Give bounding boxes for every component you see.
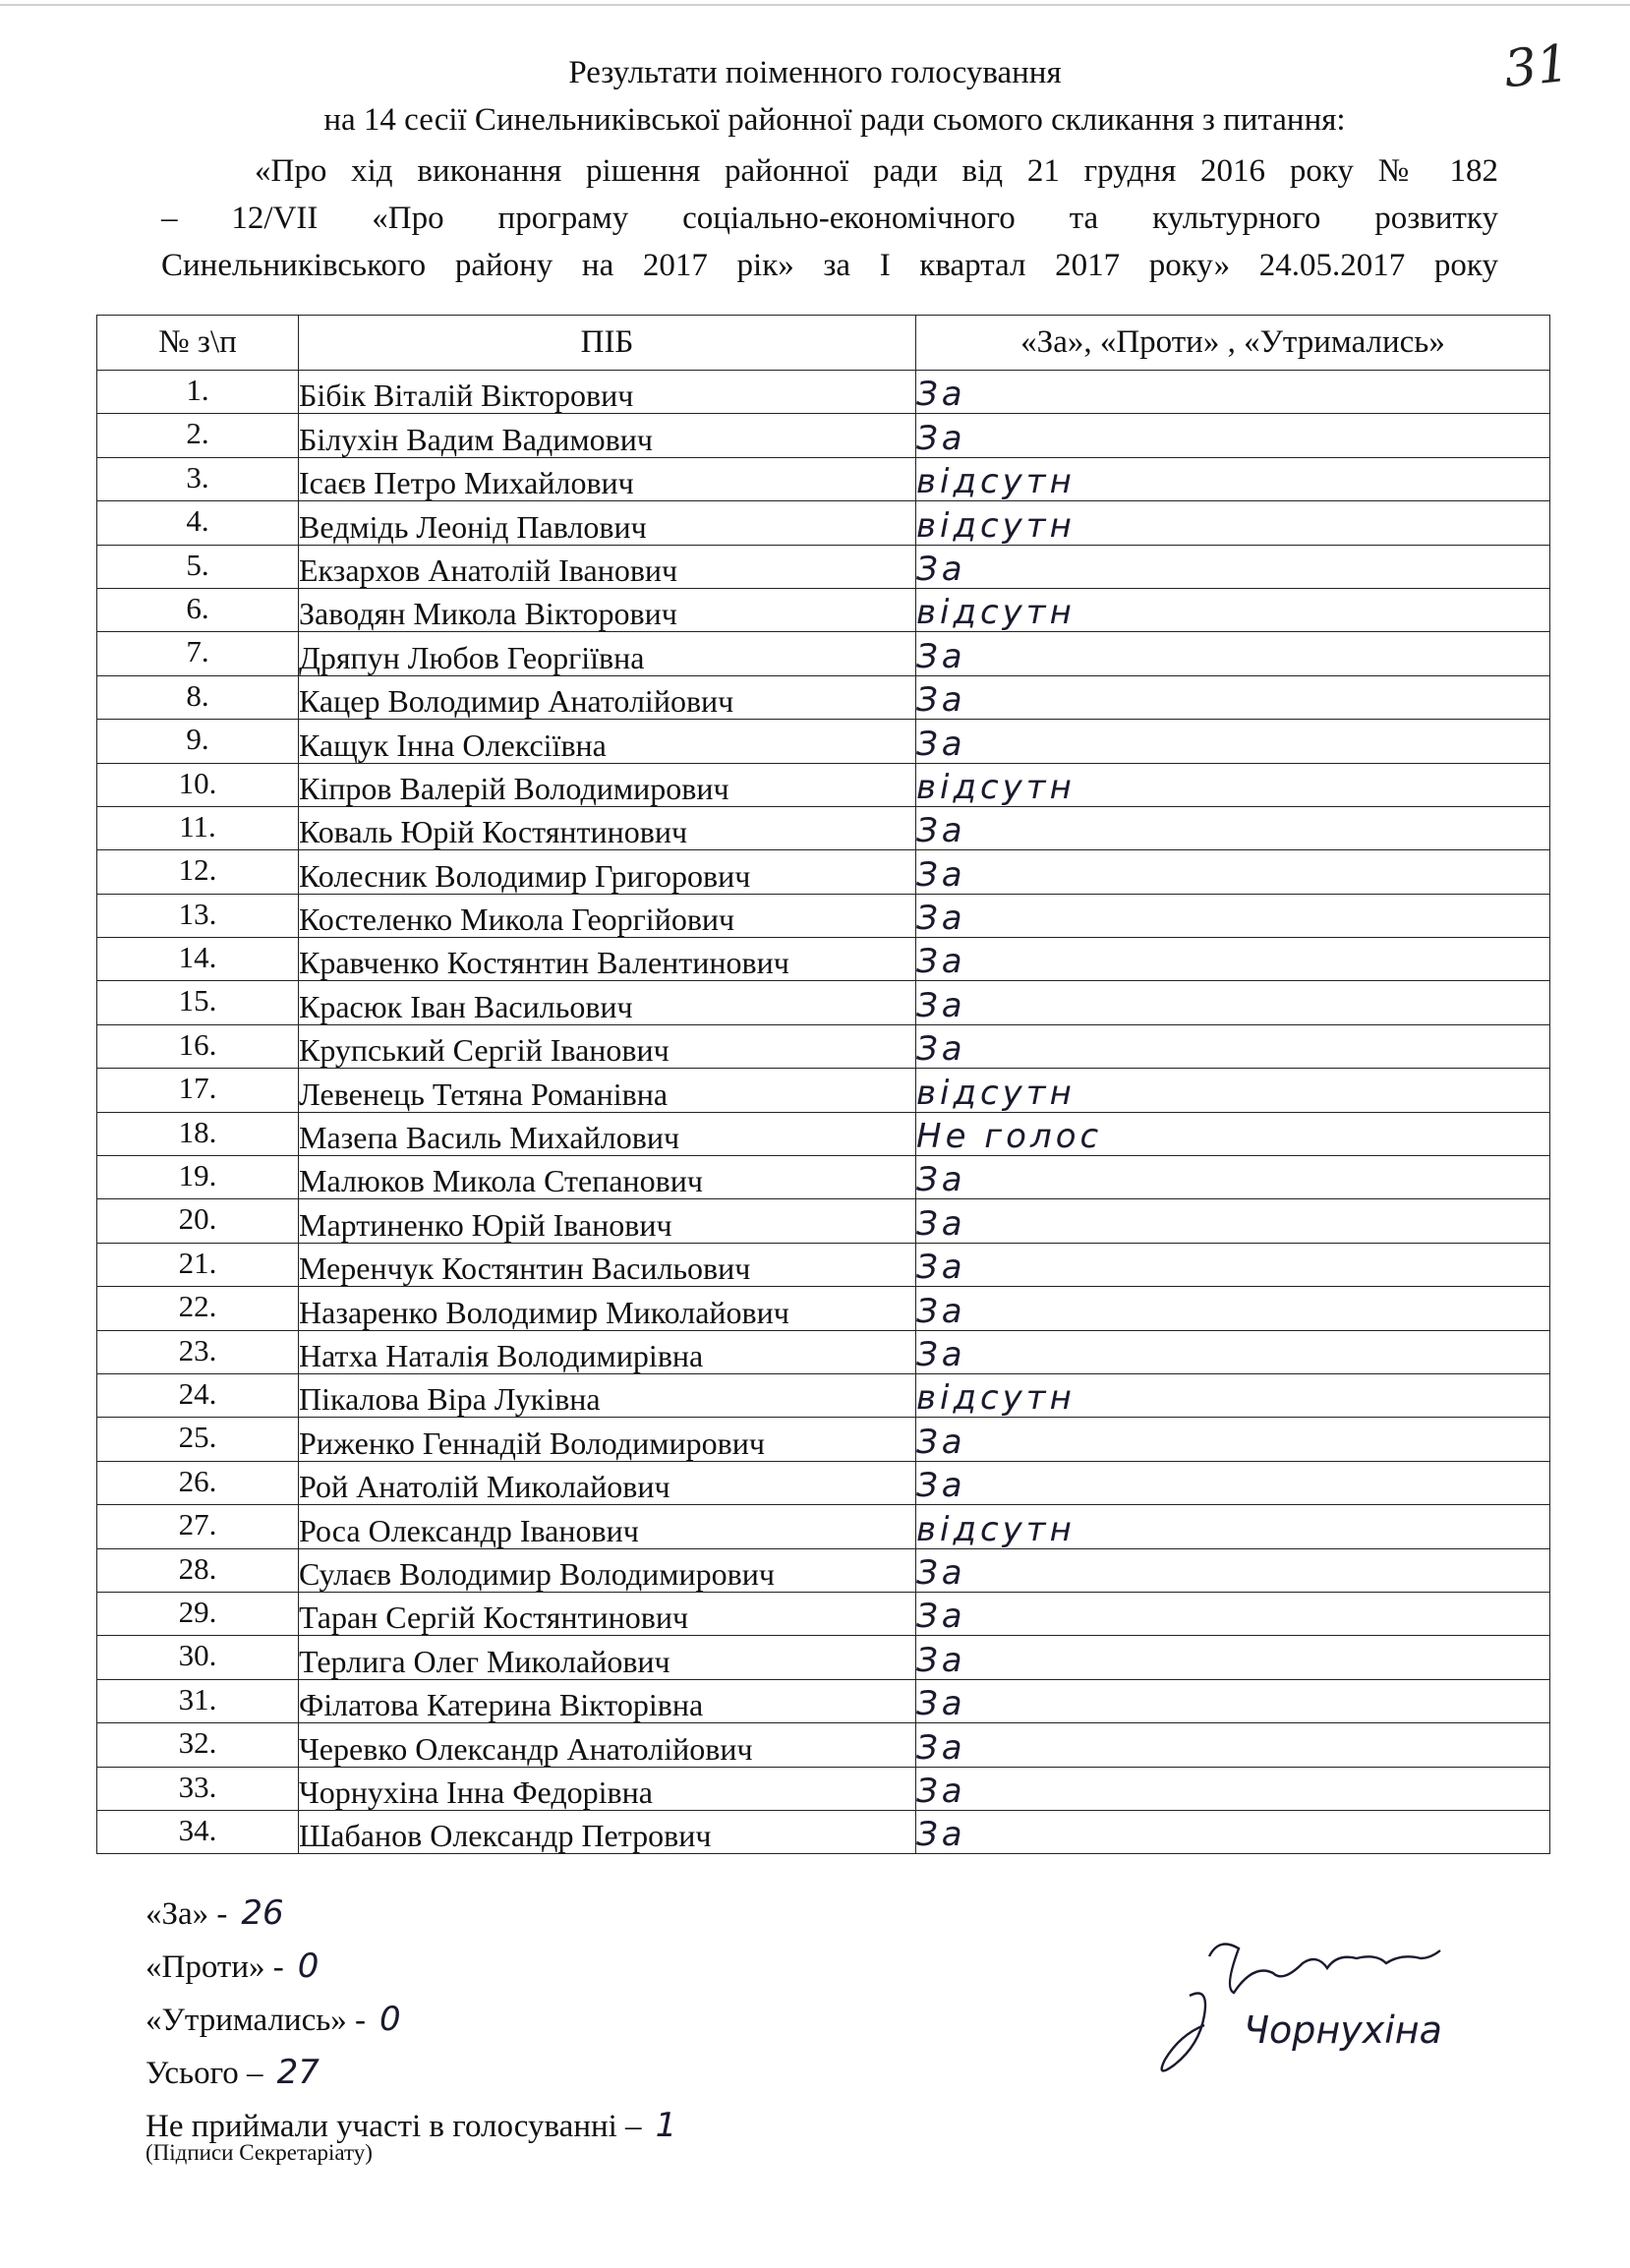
table-row xyxy=(97,1418,1550,1461)
row-number: 24. xyxy=(97,1373,299,1417)
row-name: Дряпун Любов Георгіївна xyxy=(299,632,916,675)
table-row xyxy=(97,1636,1550,1679)
row-number: 3. xyxy=(97,457,299,500)
row-number: 23. xyxy=(97,1330,299,1373)
table-row xyxy=(97,1243,1550,1286)
row-number: 12. xyxy=(97,850,299,894)
table-row xyxy=(97,1810,1550,1853)
row-vote: За xyxy=(916,1810,1550,1853)
row-vote: За xyxy=(916,806,1550,849)
row-name: Кравченко Костянтин Валентинович xyxy=(299,938,916,981)
row-name: Кащук Інна Олексіївна xyxy=(299,720,916,763)
row-name: Сулаєв Володимир Володимирович xyxy=(299,1548,916,1592)
table-row xyxy=(97,938,1550,981)
table-row xyxy=(97,806,1550,849)
row-name: Левенець Тетяна Романівна xyxy=(299,1069,916,1112)
row-name: Колесник Володимир Григорович xyxy=(299,850,916,894)
table-row xyxy=(97,1679,1550,1722)
row-vote: За xyxy=(916,1679,1550,1722)
page-number: 31 xyxy=(1501,33,1573,100)
vote-summary xyxy=(146,1888,676,2153)
row-vote: За xyxy=(916,632,1550,675)
row-name: Натха Наталія Володимирівна xyxy=(299,1330,916,1373)
row-vote: відсутн xyxy=(916,1373,1550,1417)
summary-total xyxy=(146,2047,676,2100)
document-title: Результати поіменного голосування xyxy=(568,55,1062,90)
row-number: 32. xyxy=(97,1723,299,1767)
handwritten-signature xyxy=(1131,1917,1583,2084)
row-name: Черевко Олександр Анатолійович xyxy=(299,1723,916,1767)
table-row xyxy=(97,763,1550,806)
row-number: 33. xyxy=(97,1767,299,1810)
document-heading xyxy=(0,49,1630,144)
row-name: Коваль Юрій Костянтинович xyxy=(299,806,916,849)
table-row xyxy=(97,632,1550,675)
row-vote: За xyxy=(916,1287,1550,1330)
document-subtitle: на 14 сесії Синельниківської районної ради сьомого скликання з питання: xyxy=(323,102,1346,138)
table-row xyxy=(97,1505,1550,1548)
row-name: Меренчук Костянтин Васильович xyxy=(299,1243,916,1286)
row-number: 4. xyxy=(97,501,299,545)
row-name: Мазепа Василь Михайлович xyxy=(299,1112,916,1155)
row-vote: Не голос xyxy=(916,1112,1550,1155)
row-vote: відсутн xyxy=(916,457,1550,500)
table-row xyxy=(97,545,1550,588)
table-row xyxy=(97,1069,1550,1112)
summary-total-label: Усього – xyxy=(146,2056,263,2091)
row-number: 34. xyxy=(97,1810,299,1853)
row-name: Рой Анатолій Миколайович xyxy=(299,1461,916,1504)
row-vote: За xyxy=(916,371,1550,414)
table-row xyxy=(97,1592,1550,1635)
row-vote: За xyxy=(916,1636,1550,1679)
row-vote: За xyxy=(916,1156,1550,1199)
row-vote: За xyxy=(916,894,1550,937)
row-vote: За xyxy=(916,1592,1550,1635)
question-line: Синельниківського району на 2017 рік» за І квартал 2017 року» 24.05.2017 року xyxy=(161,248,1498,283)
row-name: Роса Олександр Іванович xyxy=(299,1505,916,1548)
row-vote: За xyxy=(916,1767,1550,1810)
table-row xyxy=(97,894,1550,937)
row-number: 1. xyxy=(97,371,299,414)
row-number: 22. xyxy=(97,1287,299,1330)
row-number: 29. xyxy=(97,1592,299,1635)
question-line: «Про хід виконання рішення районної ради від 21 грудня 2016 року № 182 xyxy=(255,153,1498,189)
row-vote: За xyxy=(916,1199,1550,1243)
row-number: 15. xyxy=(97,981,299,1024)
row-name: Кіпров Валерій Володимирович xyxy=(299,763,916,806)
row-vote: За xyxy=(916,1461,1550,1504)
row-name: Екзархов Анатолій Іванович xyxy=(299,545,916,588)
row-name: Пікалова Віра Луківна xyxy=(299,1373,916,1417)
row-number: 20. xyxy=(97,1199,299,1243)
table-row xyxy=(97,1330,1550,1373)
row-vote: За xyxy=(916,545,1550,588)
question-text xyxy=(161,147,1498,289)
row-name: Таран Сергій Костянтинович xyxy=(299,1592,916,1635)
table-row xyxy=(97,675,1550,719)
row-name: Шабанов Олександр Петрович xyxy=(299,1810,916,1853)
row-vote: За xyxy=(916,1723,1550,1767)
row-vote: За xyxy=(916,1548,1550,1592)
table-row xyxy=(97,981,1550,1024)
table-row xyxy=(97,1767,1550,1810)
row-number: 18. xyxy=(97,1112,299,1155)
row-vote: За xyxy=(916,1243,1550,1286)
row-vote: відсутн xyxy=(916,588,1550,631)
row-name: Ісаєв Петро Михайлович xyxy=(299,457,916,500)
summary-proty-label: «Проти» - xyxy=(146,1949,284,1985)
row-vote: відсутн xyxy=(916,1505,1550,1548)
row-number: 26. xyxy=(97,1461,299,1504)
row-number: 19. xyxy=(97,1156,299,1199)
row-number: 10. xyxy=(97,763,299,806)
row-number: 5. xyxy=(97,545,299,588)
row-number: 25. xyxy=(97,1418,299,1461)
row-number: 28. xyxy=(97,1548,299,1592)
row-number: 27. xyxy=(97,1505,299,1548)
row-vote: відсутн xyxy=(916,763,1550,806)
table-row xyxy=(97,720,1550,763)
column-header-number: № з\п xyxy=(97,316,299,371)
table-row xyxy=(97,850,1550,894)
summary-total-value: 27 xyxy=(276,2053,320,2092)
table-row xyxy=(97,1199,1550,1243)
row-number: 21. xyxy=(97,1243,299,1286)
row-vote: За xyxy=(916,675,1550,719)
summary-za-value: 26 xyxy=(241,1893,284,1933)
row-name: Риженко Геннадій Володимирович xyxy=(299,1418,916,1461)
row-number: 7. xyxy=(97,632,299,675)
summary-utrym-value: 0 xyxy=(379,2000,401,2039)
row-number: 13. xyxy=(97,894,299,937)
table-row xyxy=(97,414,1550,457)
row-vote: За xyxy=(916,938,1550,981)
table-row xyxy=(97,1548,1550,1592)
row-vote: За xyxy=(916,1418,1550,1461)
summary-za-label: «За» - xyxy=(146,1896,228,1932)
signature-name: Чорнухіна xyxy=(1244,2008,1442,2052)
column-header-vote: «За», «Проти» , «Утримались» xyxy=(916,316,1550,371)
row-name: Костеленко Микола Георгійович xyxy=(299,894,916,937)
table-row xyxy=(97,1156,1550,1199)
row-vote: За xyxy=(916,981,1550,1024)
row-number: 31. xyxy=(97,1679,299,1722)
vote-table xyxy=(96,315,1550,1854)
summary-utrym xyxy=(146,1994,676,2047)
table-row xyxy=(97,1373,1550,1417)
row-number: 17. xyxy=(97,1069,299,1112)
table-row xyxy=(97,371,1550,414)
row-number: 8. xyxy=(97,675,299,719)
row-number: 11. xyxy=(97,806,299,849)
summary-absent-label: Не приймали участі в голосуванні – xyxy=(146,2109,642,2144)
row-name: Назаренко Володимир Миколайович xyxy=(299,1287,916,1330)
table-row xyxy=(97,1287,1550,1330)
row-name: Кацер Володимир Анатолійович xyxy=(299,675,916,719)
column-header-name: ПІБ xyxy=(299,316,916,371)
row-name: Терлига Олег Миколайович xyxy=(299,1636,916,1679)
row-name: Бібік Віталій Вікторович xyxy=(299,371,916,414)
scan-edge-line xyxy=(0,4,1630,6)
table-row xyxy=(97,1112,1550,1155)
row-number: 14. xyxy=(97,938,299,981)
row-vote: відсутн xyxy=(916,1069,1550,1112)
summary-proty-value: 0 xyxy=(297,1947,320,1986)
row-vote: За xyxy=(916,1024,1550,1068)
row-number: 9. xyxy=(97,720,299,763)
row-number: 16. xyxy=(97,1024,299,1068)
row-name: Білухін Вадим Вадимович xyxy=(299,414,916,457)
row-name: Мартиненко Юрій Іванович xyxy=(299,1199,916,1243)
table-row xyxy=(97,1461,1550,1504)
summary-proty xyxy=(146,1941,676,1994)
signature-note: (Підписи Секретаріату) xyxy=(146,2140,373,2165)
table-row xyxy=(97,1024,1550,1068)
row-name: Малюков Микола Степанович xyxy=(299,1156,916,1199)
row-vote: відсутн xyxy=(916,501,1550,545)
table-row xyxy=(97,588,1550,631)
summary-utrym-label: «Утримались» - xyxy=(146,2003,367,2038)
row-number: 30. xyxy=(97,1636,299,1679)
table-row xyxy=(97,457,1550,500)
row-vote: За xyxy=(916,1330,1550,1373)
row-vote: За xyxy=(916,850,1550,894)
row-vote: За xyxy=(916,720,1550,763)
row-name: Крупський Сергій Іванович xyxy=(299,1024,916,1068)
table-row xyxy=(97,1723,1550,1767)
row-name: Філатова Катерина Вікторівна xyxy=(299,1679,916,1722)
row-name: Красюк Іван Васильович xyxy=(299,981,916,1024)
row-vote: За xyxy=(916,414,1550,457)
row-number: 6. xyxy=(97,588,299,631)
row-name: Чорнухіна Інна Федорівна xyxy=(299,1767,916,1810)
table-header-row xyxy=(97,316,1550,371)
summary-za xyxy=(146,1888,676,1941)
summary-absent-value: 1 xyxy=(655,2106,677,2145)
question-line: – 12/VII «Про програму соціально-економічного та культурного розвитку xyxy=(161,201,1498,236)
row-name: Заводян Микола Вікторович xyxy=(299,588,916,631)
table-row xyxy=(97,501,1550,545)
row-number: 2. xyxy=(97,414,299,457)
row-name: Ведмідь Леонід Павлович xyxy=(299,501,916,545)
